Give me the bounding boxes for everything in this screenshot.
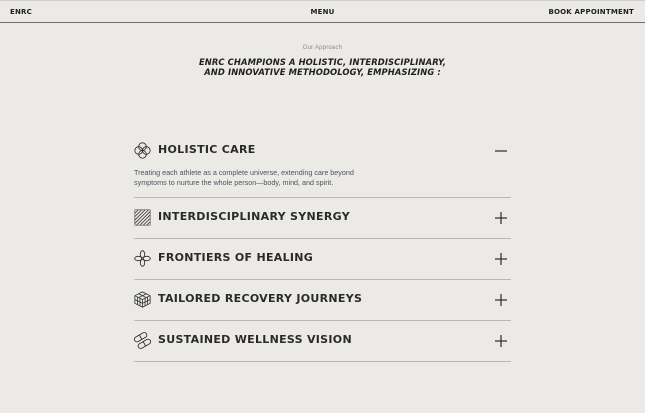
section-headline [0,57,645,77]
plus-icon[interactable] [495,294,507,306]
accordion-title: TAILORED RECOVERY JOURNEYS [158,292,363,305]
accordion-title: HOLISTIC CARE [158,143,256,156]
plus-icon[interactable] [495,212,507,224]
plus-icon[interactable] [495,253,507,265]
accordion-title: FRONTIERS OF HEALING [158,251,314,264]
accordion-title: INTERDISCIPLINARY SYNERGY [158,210,350,223]
diagonal-lines-icon [134,209,151,226]
accordion-item-holistic-care[interactable] [134,131,511,198]
accordion-body [134,168,379,187]
accordion-item-sustained-wellness-vision[interactable] [134,321,511,362]
accordion-item-interdisciplinary-synergy[interactable] [134,198,511,239]
book-appointment-button[interactable]: BOOK APPOINTMENT [548,8,634,16]
minus-icon[interactable] [495,145,507,157]
headline-line-1: ENRC CHAMPIONS A HOLISTIC, INTERDISCIPLINARY, [198,57,447,67]
accordion-item-frontiers-of-healing[interactable] [134,239,511,280]
top-nav-bar [0,0,645,23]
body-line-2: symptoms to nurture the whole person—body, mind, and spirit. [134,177,334,187]
plus-icon[interactable] [495,335,507,347]
accordion-item-tailored-recovery-journeys[interactable] [134,280,511,321]
cube-grid-icon [134,291,151,308]
petal-flower-icon [134,250,151,267]
capsule-pills-icon [134,332,151,349]
section-eyebrow: Our Approach [302,45,343,51]
brand-logo-link[interactable]: ENRC [10,8,32,16]
interlocked-circles-icon [134,142,151,159]
accordion-title: SUSTAINED WELLNESS VISION [158,333,352,346]
menu-button[interactable]: MENU [310,8,335,16]
body-line-1: Treating each athlete as a complete universe, extending care beyond [134,168,354,177]
headline-line-2: AND INNOVATIVE METHODOLOGY, EMPHASIZING : [204,67,441,77]
approach-accordion [134,131,511,362]
